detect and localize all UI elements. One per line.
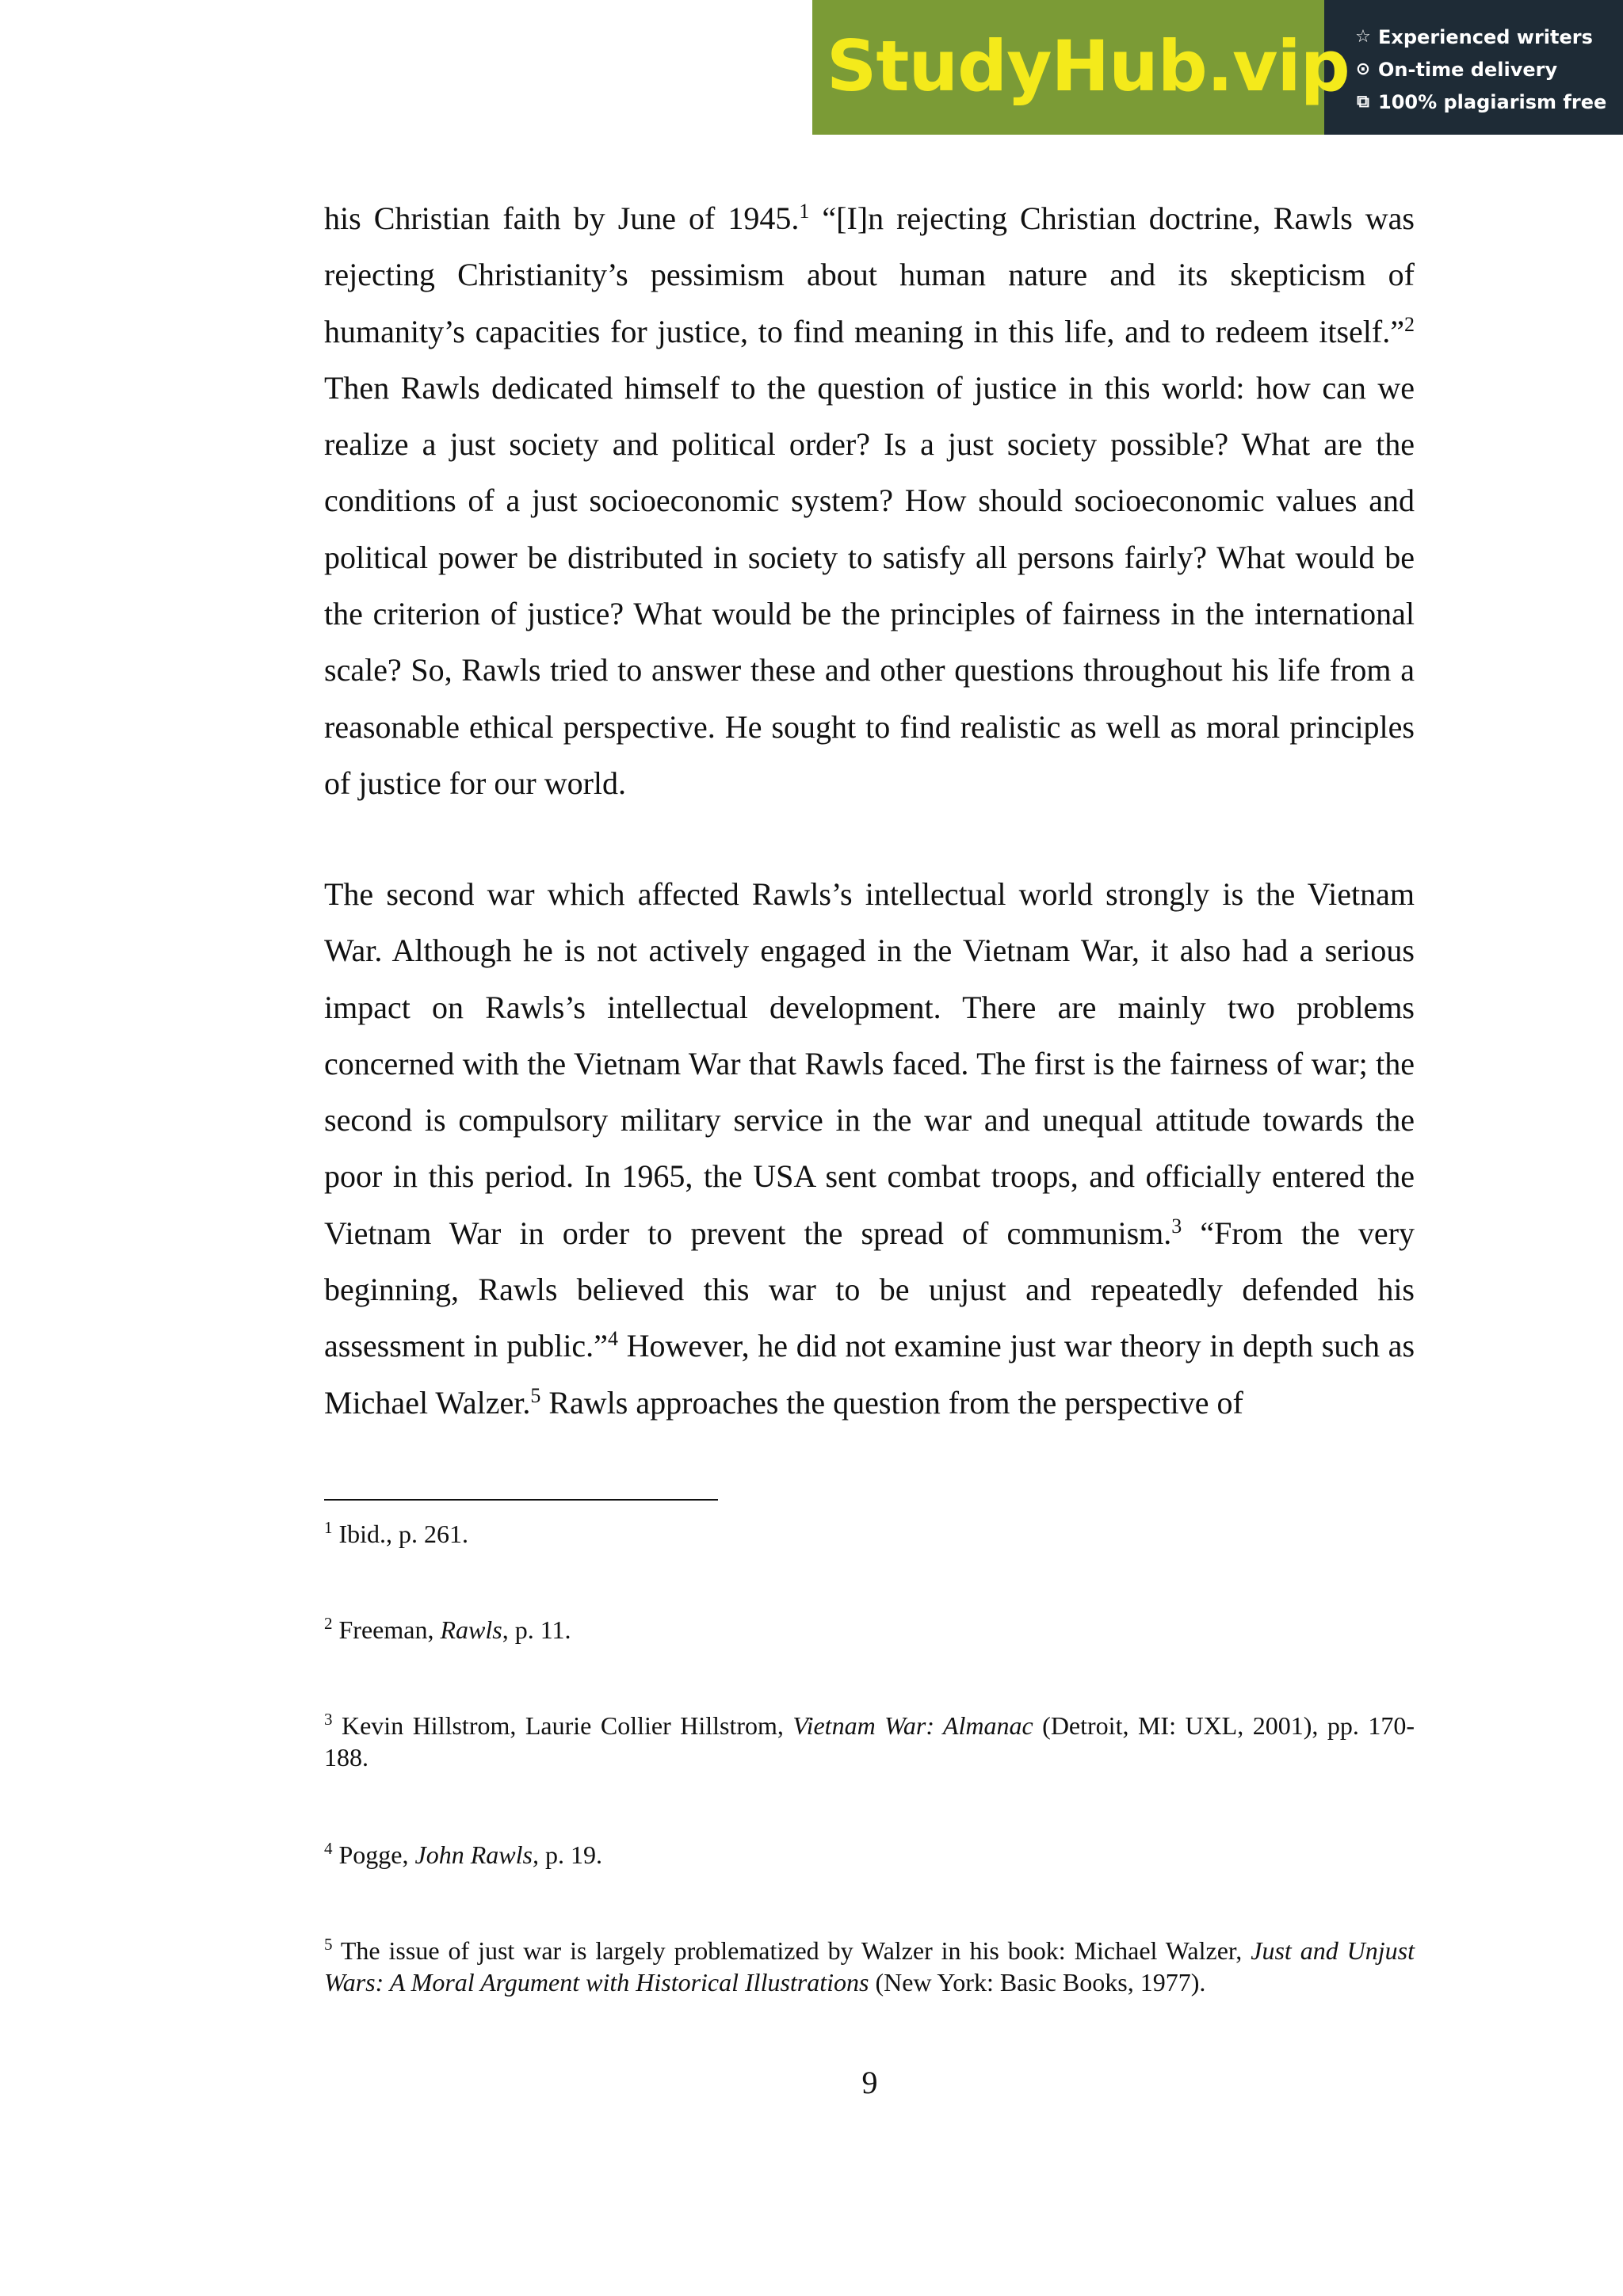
text-run: However, he did not examine just war theory in depth such as Michael Walzer. (324, 1328, 1415, 1421)
text-run: Then Rawls dedicated himself to the question of justice in this world: how can we realize a just society and political order? Is a just society possible? What are the conditions of a just socioeconomic system? How should socioeconomic values and political power be distributed in society to satisfy all persons fairly? What would be the criterion of justice? What would be the principles of fairness in the international scale? So, Rawls tried to answer these and other questions throughout his life from a reasonable ethical perspective. He sought to find realistic as well as moral principles of justice for our world. (324, 369, 1415, 801)
feature-on-time-delivery (1353, 53, 1623, 86)
footnote-ref: 3 (1171, 1214, 1182, 1238)
star-icon: ☆ (1355, 27, 1371, 47)
text-run: (New York: Basic Books, 1977). (869, 1968, 1206, 1997)
italic-title: Vietnam War: Almanac (792, 1711, 1033, 1740)
footnote-number: 4 (324, 1839, 333, 1858)
body-paragraph (324, 190, 1415, 811)
text-run: Pogge, (332, 1840, 415, 1869)
text-run: (Detroit, MI: UXL, 2001), pp. 170-188. (324, 1711, 1415, 1772)
footnote-ref: 1 (799, 200, 810, 223)
text-run: his Christian faith by June of 1945. (324, 200, 800, 236)
footnote-ref: 5 (530, 1383, 541, 1407)
feature-label: On-time delivery (1378, 58, 1558, 81)
feature-experienced-writers (1353, 21, 1623, 53)
italic-title: John Rawls, (414, 1840, 539, 1869)
footnote (324, 1839, 1415, 1871)
clock-icon: ⊙ (1355, 59, 1371, 79)
text-run: The issue of just war is largely problematized by Walzer in his book: Michael Walzer, (332, 1936, 1251, 1965)
italic-title: Rawls (440, 1615, 502, 1644)
footnote-number: 5 (324, 1935, 333, 1954)
copy-icon: ⧉ (1357, 92, 1369, 112)
footnote (324, 1518, 1415, 1550)
text-run: “[I]n rejecting Christian doctrine, Rawls was rejecting Christianity’s pessimism about human nature and its skepticism of humanity’s capacities for justice, to find meaning in this life, and to redeem itself.” (324, 200, 1415, 349)
italic-title: Just and Unjust Wars: A Moral Argument with Historical Illustrations (324, 1936, 1415, 1997)
feature-plagiarism-free (1353, 86, 1623, 118)
footnote-ref: 4 (607, 1327, 618, 1351)
features-box (1324, 0, 1623, 135)
text-run: Kevin Hillstrom, Laurie Collier Hillstrom, (332, 1711, 793, 1740)
body-paragraph (324, 866, 1415, 1431)
text-run: “From the very beginning, Rawls believed this war to be unjust and repeatedly defended his assessment in public.” (324, 1215, 1415, 1364)
text-run: Freeman, (332, 1615, 441, 1644)
footnote (324, 1614, 1415, 1646)
footnote-number: 3 (324, 1710, 333, 1729)
footnote (324, 1935, 1415, 1998)
brand-box[interactable] (812, 0, 1350, 135)
text-run: The second war which affected Rawls’s intellectual world strongly is the Vietnam War. Although he is not actively engaged in the Vietnam War, it also had a serious impact on Rawls’s intellectual development. There are mainly two problems concerned with the Vietnam War that Rawls faced. The first is the fairness of war; the second is compulsory military service in the war and unequal attitude towards the poor in this period. In 1965, the USA sent combat troops, and officially entered the Vietnam War in order to prevent the spread of communism. (324, 876, 1415, 1251)
text-run: Rawls approaches the question from the perspective of (540, 1384, 1243, 1421)
feature-label: 100% plagiarism free (1378, 90, 1607, 113)
footnote (324, 1710, 1415, 1773)
footnote-separator (324, 1499, 718, 1501)
feature-label: Experienced writers (1378, 25, 1593, 48)
studyhub-logo[interactable]: StudyHub.vip (827, 25, 1350, 107)
page-number: 9 (861, 2065, 878, 2100)
text-run: , p. 11. (502, 1615, 571, 1644)
footnote-ref: 2 (1404, 312, 1415, 336)
text-run: Ibid., p. 261. (332, 1520, 469, 1548)
footnote-number: 1 (324, 1518, 333, 1537)
text-run: p. 19. (538, 1840, 602, 1869)
studyhub-banner[interactable] (812, 0, 1623, 135)
footnote-number: 2 (324, 1614, 333, 1633)
